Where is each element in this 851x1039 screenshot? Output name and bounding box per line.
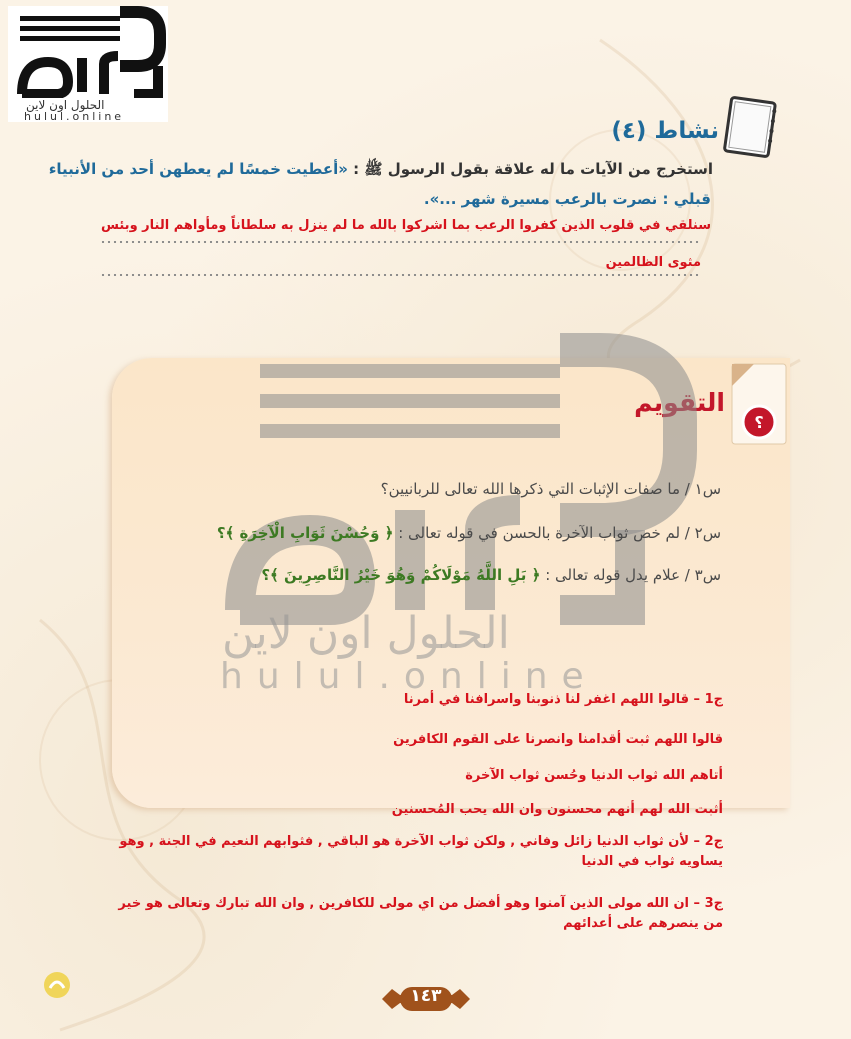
notebook-icon [722,94,778,158]
activity-title: نشاط (٤) [611,118,719,144]
answer-2: ج2 – لأن ثواب الدنيا زائل وفاني , ولكن ثواب الآخرة هو الباقي , فثوابهم النعيم في الجنة , وهو يساويه ثواب في الدنيا [119,834,723,869]
question-1: س١ / ما صفات الإثبات التي ذكرها الله تعالى للربانيين؟ [380,480,721,498]
watermark-latin-text: hulul.online [220,656,598,697]
question-2-text: س٢ / لم خص ثواب الآخرة بالحسن في قوله تعالى : [398,524,721,542]
dotted-line [100,274,700,276]
question-3-verse: ﴿ بَلِ اللَّهُ مَوْلَاكُمْ وَهُوَ خَيْرُ النَّاصِرِينَ ﴾؟ [261,566,541,584]
question-2-verse: ﴿ وَحُسْنَ ثَوَابِ الْآخِرَةِ ﴾؟ [216,524,394,542]
question-3 [261,566,721,584]
activity-answer-line-2: مثوى الظالمين [605,255,701,270]
page-number: ١٤٣ [410,986,442,1006]
answer-1-line-3: أتاهم الله ثواب الدنيا وحُسن ثواب الآخرة [465,768,723,783]
question-2 [217,524,721,542]
logo-latin-text: hulul.online [24,110,125,123]
answer-3: ج3 – ان الله مولى الذين آمنوا وهو أفضل من اي مولى للكافرين , وان الله تبارك وتعالى هو خير من ينصرهم على أعدائهم [118,896,723,931]
watermark-arabic-text: الحلول اون لاين [222,608,510,659]
question-3-text: س٣ / علام يدل قوله تعالى : [545,566,721,584]
activity-question-intro: استخرج من الآيات ما له علاقة بقول الرسول ﷺ : [353,160,713,178]
answer-1: ج1 – قالوا اللهم اغفر لنا ذنوبنا واسرافنا في أمرنا [403,692,723,707]
assessment-title: التقويم [634,388,725,417]
activity-answer-line-1: سنلقي في قلوب الذين كفروا الرعب بما اشركوا بالله ما لم ينزل به سلطاناً ومأواهم النار وبئس [101,218,711,233]
corner-emblem-icon [42,970,72,1000]
logo-arabic-text: الحلول اون لاين [26,98,105,112]
dotted-line [100,241,700,243]
svg-text:؟: ؟ [754,413,764,432]
hadith-part-1: «أعطيت خمسًا لم يعطهن أحد من الأنبياء [48,160,348,178]
site-logo [8,6,168,122]
answer-1-line-4: أثبت الله لهم أنهم محسنون وان الله يحب المُحسنين [391,802,723,817]
assessment-icon [730,362,788,446]
logo-mark-icon [8,6,168,98]
answer-1-line-2: قالوا اللهم ثبت أقدامنا وانصرنا على القوم الكافرين [393,732,723,747]
hadith-part-2: قبلي : نصرت بالرعب مسيرة شهر ...». [423,190,711,208]
activity-question [13,156,713,182]
